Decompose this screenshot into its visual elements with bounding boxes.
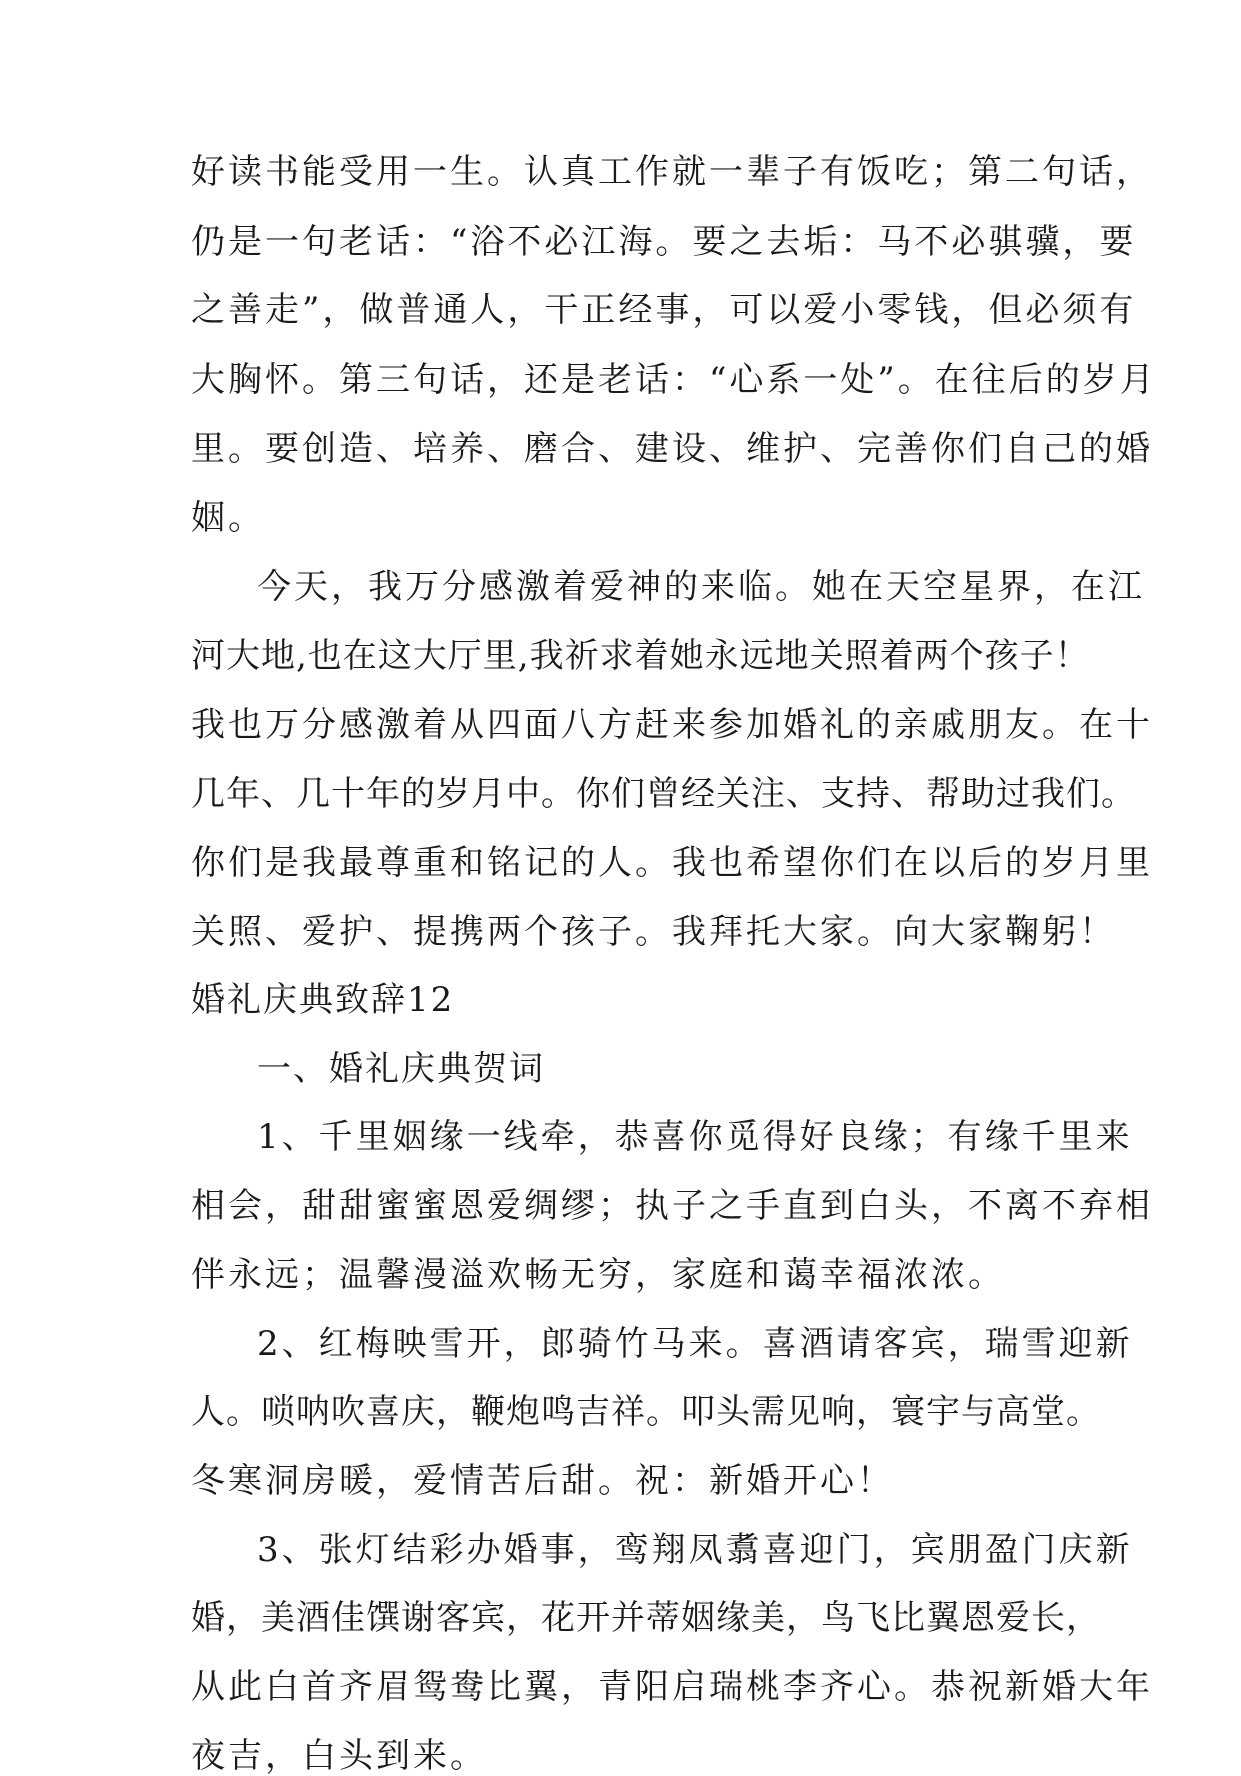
- paragraph-line: 关照、爱护、提携两个孩子。我拜托大家。向大家鞠躬！: [191, 912, 1116, 952]
- paragraph-line: 大胸怀。第三句话，还是老话：“心系一处”。在往后的岁月: [191, 360, 1157, 400]
- paragraph-line: 3、张灯结彩办婚事，鸾翔凤翥喜迎门，宾朋盈门庆新: [257, 1530, 1133, 1570]
- paragraph-line: 婚，美酒佳馔谢客宾，花开并蒂姻缘美，鸟飞比翼恩爱长，: [191, 1598, 1101, 1638]
- paragraph-line: 相会，甜甜蜜蜜恩爱绸缪；执子之手直到白头，不离不弃相: [191, 1186, 1153, 1226]
- paragraph-line: 夜吉，白头到来。: [191, 1736, 487, 1776]
- paragraph-line: 姻。: [191, 498, 265, 538]
- paragraph-line: 几年、几十年的岁月中。你们曾经关注、支持、帮助过我们。: [191, 774, 1136, 814]
- paragraph-line: 我也万分感激着从四面八方赶来参加婚礼的亲戚朋友。在十: [191, 705, 1153, 745]
- paragraph-line: 之善走”，做普通人，干正经事，可以爱小零钱，但必须有: [191, 290, 1137, 330]
- paragraph-line: 从此白首齐眉鸳鸯比翼，青阳启瑞桃李齐心。恭祝新婚大年: [191, 1667, 1153, 1707]
- paragraph-line: 伴永远；温馨漫溢欢畅无穷，家庭和蔼幸福浓浓。: [191, 1255, 1005, 1295]
- subheading: 一、婚礼庆典贺词: [257, 1049, 545, 1089]
- paragraph-line: 好读书能受用一生。认真工作就一辈子有饭吃；第二句话，: [191, 152, 1153, 192]
- paragraph-line: 里。要创造、培养、磨合、建设、维护、完善你们自己的婚: [191, 429, 1153, 469]
- paragraph-line: 今天，我万分感激着爱神的来临。她在天空星界，在江: [257, 567, 1145, 607]
- paragraph-line: 人。唢呐吹喜庆，鞭炮鸣吉祥。叩头需见响，寰宇与高堂。: [191, 1392, 1101, 1432]
- paragraph-line: 仍是一句老话：“浴不必江海。要之去垢：马不必骐骥，要: [191, 222, 1137, 262]
- paragraph-line: 冬寒洞房暖，爱情苦后甜。祝：新婚开心！: [191, 1461, 894, 1501]
- paragraph-line: 1、千里姻缘一线牵，恭喜你觅得好良缘；有缘千里来: [257, 1117, 1133, 1157]
- section-title: 婚礼庆典致辞12: [191, 980, 455, 1020]
- paragraph-line: 河大地,也在这大厅里,我祈求着她永远地关照着两个孩子！: [191, 636, 1090, 676]
- paragraph-line: 2、红梅映雪开，郎骑竹马来。喜酒请客宾，瑞雪迎新: [257, 1324, 1133, 1364]
- paragraph-line: 你们是我最尊重和铭记的人。我也希望你们在以后的岁月里: [191, 843, 1153, 883]
